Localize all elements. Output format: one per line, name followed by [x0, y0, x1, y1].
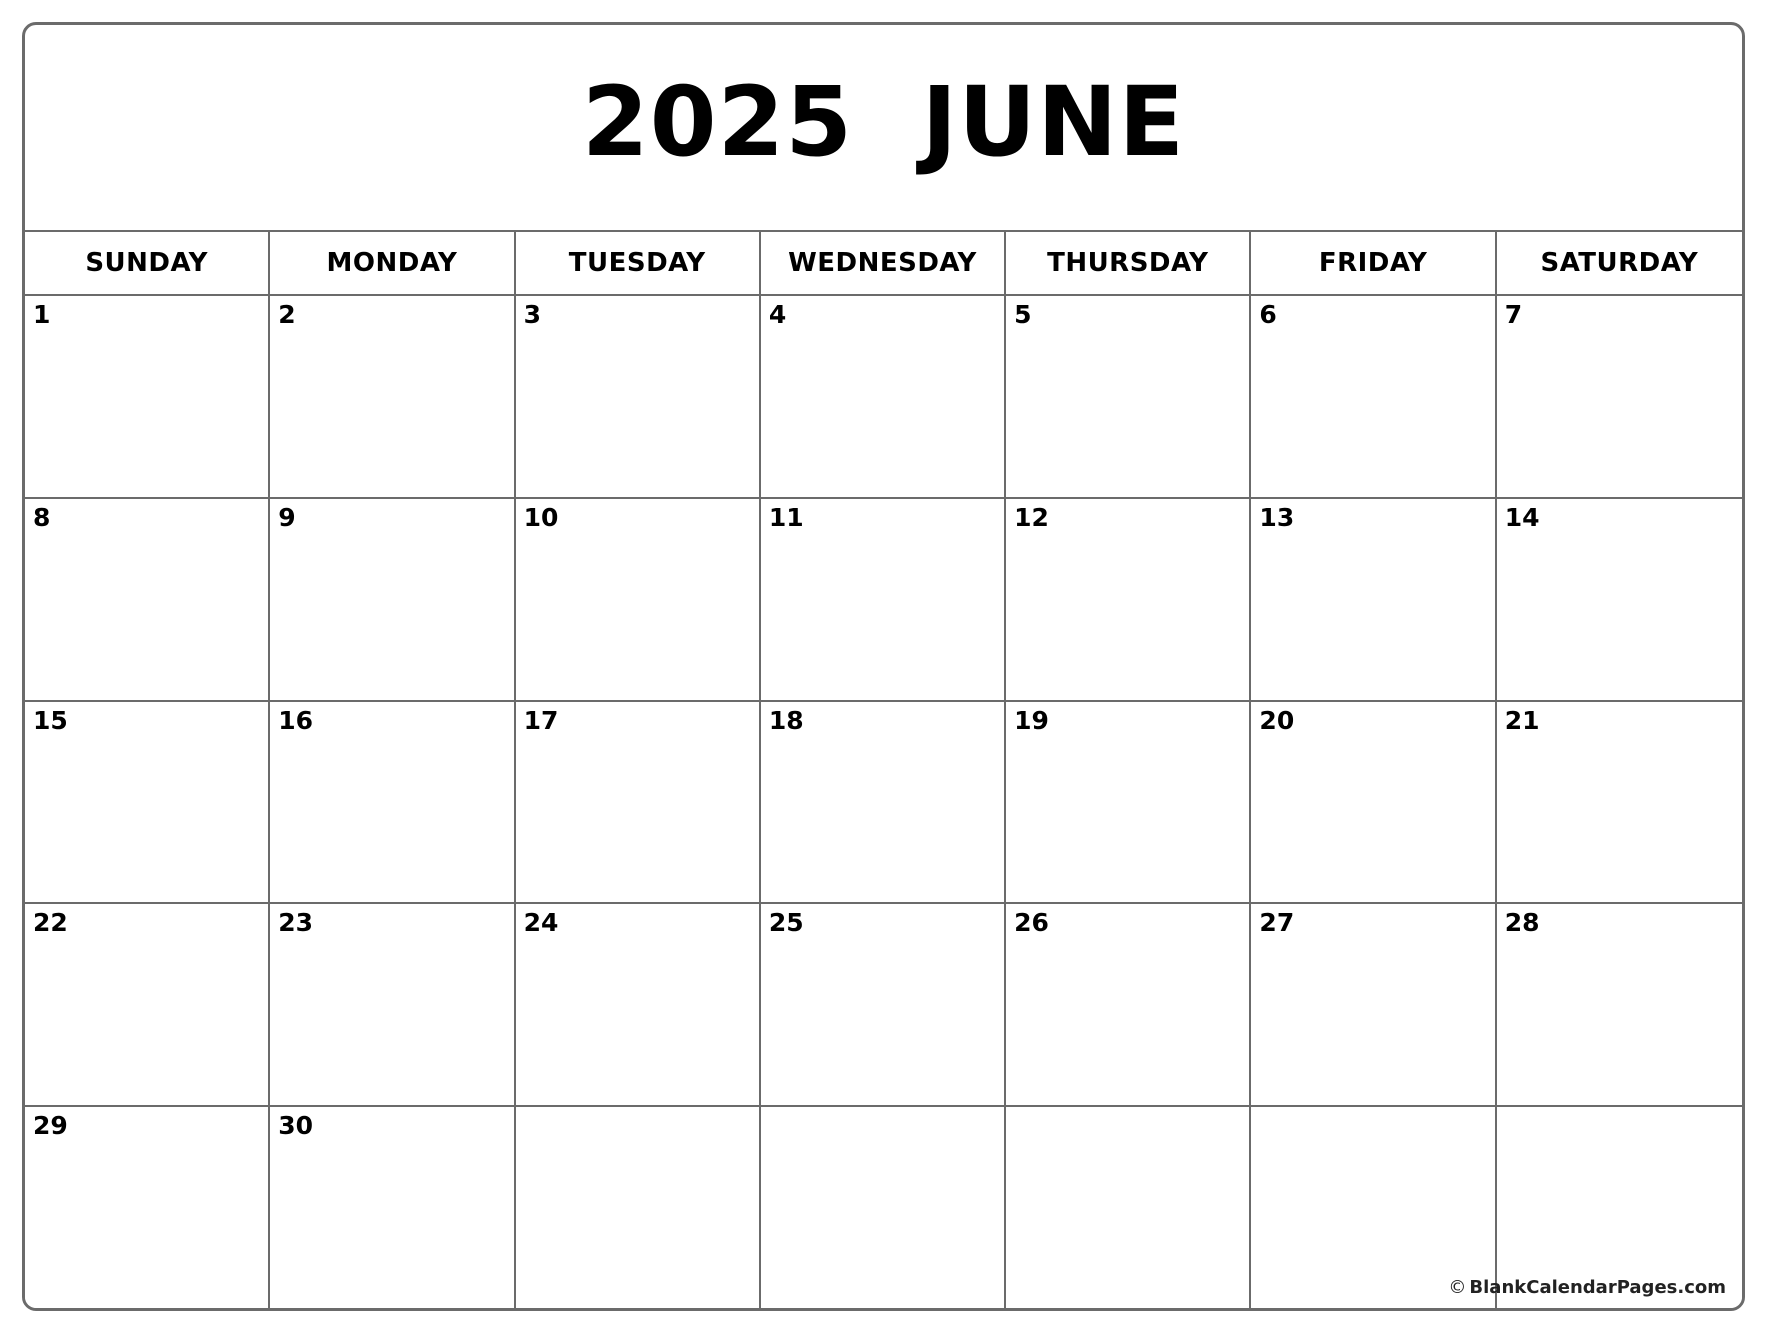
day-cell[interactable]	[1497, 296, 1742, 497]
weekday-header-wednesday: WEDNESDAY	[761, 232, 1006, 294]
day-number: 2	[278, 300, 296, 329]
day-number: 3	[523, 300, 541, 329]
calendar-title-month: JUNE	[921, 65, 1186, 178]
day-cell[interactable]	[25, 296, 270, 497]
day-number: 15	[33, 705, 68, 735]
calendar-frame	[22, 22, 1745, 1311]
day-cell[interactable]	[270, 296, 515, 497]
day-number: 10	[523, 502, 559, 532]
day-cell[interactable]	[761, 1107, 1006, 1308]
day-cell[interactable]	[761, 296, 1006, 497]
day-number: 14	[1504, 502, 1540, 532]
day-cell[interactable]	[761, 702, 1006, 903]
day-number: 30	[278, 1111, 314, 1141]
day-cell[interactable]	[270, 702, 515, 903]
day-cell[interactable]	[516, 499, 761, 700]
calendar-grid	[25, 230, 1742, 1308]
day-number: 21	[1504, 705, 1540, 735]
weekday-header-saturday: SATURDAY	[1497, 232, 1742, 294]
week-row	[25, 296, 1742, 499]
copyright-icon: ©	[1448, 1277, 1467, 1298]
day-cell[interactable]	[1006, 702, 1251, 903]
day-cell[interactable]	[1497, 904, 1742, 1105]
calendar-title	[25, 25, 1742, 230]
site-credit-text: BlankCalendarPages.com	[1469, 1277, 1726, 1298]
day-cell[interactable]	[516, 296, 761, 497]
day-number: 9	[278, 502, 296, 532]
day-number: 13	[1259, 502, 1295, 532]
day-number: 29	[33, 1111, 68, 1141]
day-cell[interactable]	[516, 904, 761, 1105]
day-cell[interactable]	[516, 702, 761, 903]
day-number: 8	[33, 502, 51, 532]
day-number: 27	[1259, 908, 1295, 938]
day-number: 16	[278, 705, 314, 735]
day-number: 17	[523, 705, 559, 735]
day-cell[interactable]	[1006, 904, 1251, 1105]
day-cell[interactable]	[1497, 702, 1742, 903]
day-number: 22	[33, 908, 68, 938]
day-number: 6	[1259, 300, 1277, 329]
day-number: 11	[768, 502, 804, 532]
weekday-header-thursday: THURSDAY	[1006, 232, 1251, 294]
day-number: 28	[1504, 908, 1540, 938]
day-cell[interactable]	[761, 904, 1006, 1105]
week-row	[25, 904, 1742, 1107]
day-number: 4	[768, 300, 787, 329]
week-row	[25, 499, 1742, 702]
day-cell[interactable]	[25, 499, 270, 700]
day-cell[interactable]	[1006, 499, 1251, 700]
day-cell[interactable]	[761, 499, 1006, 700]
day-cell[interactable]	[1497, 499, 1742, 700]
day-cell[interactable]	[25, 702, 270, 903]
day-number: 12	[1014, 502, 1049, 532]
day-cell[interactable]	[25, 904, 270, 1105]
day-cell[interactable]	[1251, 702, 1496, 903]
day-number: 7	[1504, 300, 1523, 329]
week-row	[25, 702, 1742, 905]
day-cell[interactable]	[1006, 1107, 1251, 1308]
day-number: 18	[768, 705, 804, 735]
day-cell[interactable]	[1251, 904, 1496, 1105]
weekday-header-sunday: SUNDAY	[25, 232, 270, 294]
day-cell[interactable]	[270, 904, 515, 1105]
weekday-header-row	[25, 232, 1742, 296]
weekday-header-monday: MONDAY	[270, 232, 515, 294]
day-cell[interactable]	[1006, 296, 1251, 497]
day-cell[interactable]	[270, 1107, 515, 1308]
day-number: 26	[1014, 908, 1049, 938]
day-cell[interactable]	[270, 499, 515, 700]
day-cell[interactable]	[1251, 499, 1496, 700]
day-number: 5	[1014, 300, 1032, 329]
day-number: 1	[33, 300, 51, 329]
weekday-header-friday: FRIDAY	[1251, 232, 1496, 294]
day-cell[interactable]	[1251, 296, 1496, 497]
day-number: 19	[1014, 705, 1049, 735]
calendar-title-text	[582, 66, 1185, 178]
day-number: 24	[523, 908, 559, 938]
day-number: 20	[1259, 705, 1295, 735]
day-number: 25	[768, 908, 804, 938]
site-credit	[1448, 1277, 1726, 1298]
weekday-header-tuesday: TUESDAY	[516, 232, 761, 294]
day-cell[interactable]	[25, 1107, 270, 1308]
day-cell[interactable]	[516, 1107, 761, 1308]
calendar-title-year: 2025	[581, 65, 854, 178]
day-number: 23	[278, 908, 314, 938]
